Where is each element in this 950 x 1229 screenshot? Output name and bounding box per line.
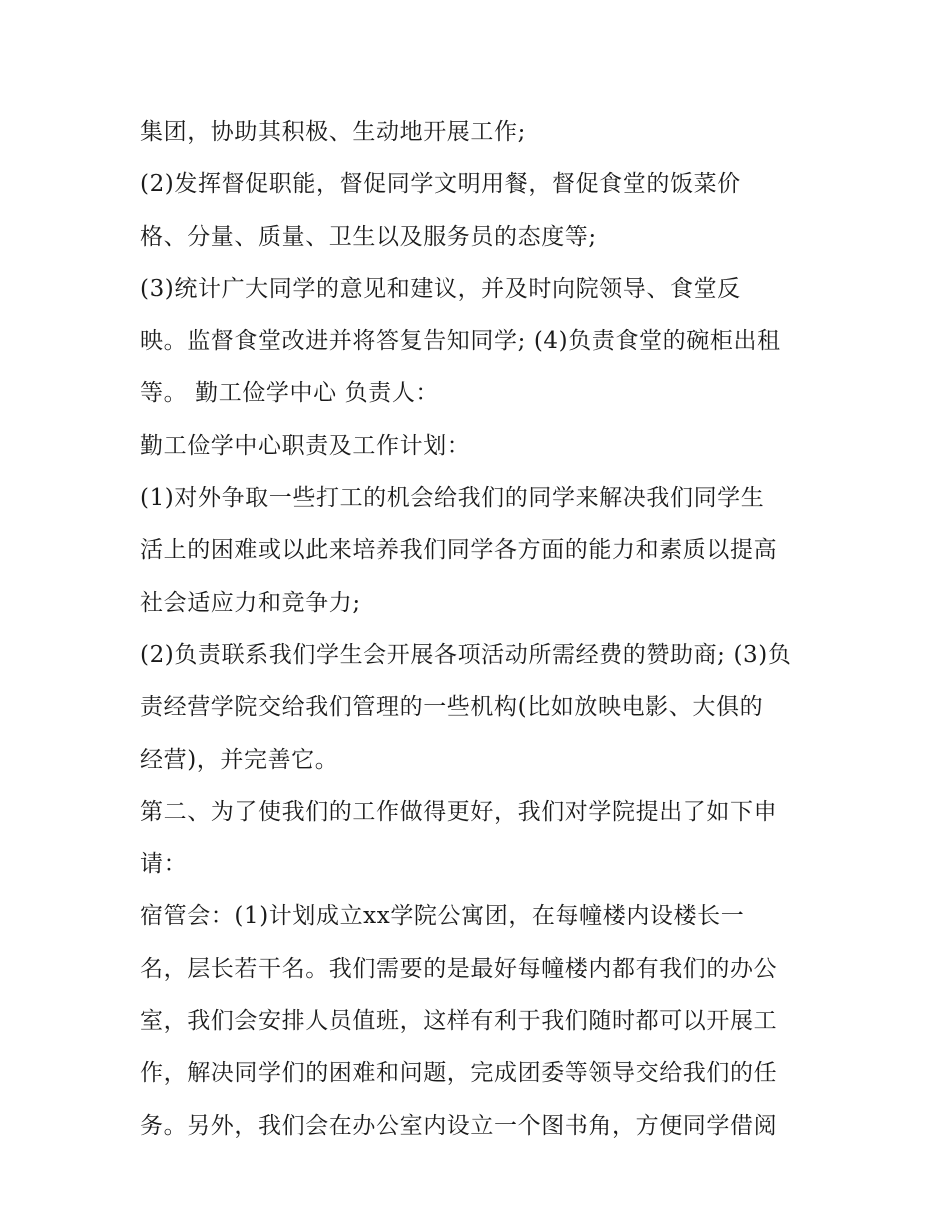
text-line: 等。 勤工俭学中心 负责人：: [140, 380, 440, 407]
text-line: (2)发挥督促职能，督促同学文明用餐，督促食堂的饭菜价: [140, 171, 741, 198]
text-line: 请：: [140, 851, 188, 878]
text-line: 宿管会：(1)计划成立xx学院公寓团，在每幢楼内设楼长一: [140, 903, 745, 930]
text-line: 第二、为了使我们的工作做得更好，我们对学院提出了如下申: [140, 798, 778, 825]
text-line: 映。监督食堂改进并将答复告知同学; (4)负责食堂的碗柜出租: [140, 328, 781, 355]
text-line: 社会适应力和竞争力;: [140, 589, 361, 616]
text-line: 名，层长若干名。我们需要的是最好每幢楼内都有我们的办公: [140, 955, 778, 982]
text-line: 集团，协助其积极、生动地开展工作;: [140, 119, 526, 145]
body-text: [140, 106, 820, 1152]
text-line: 务。另外，我们会在办公室内设立一个图书角，方便同学借阅: [140, 1112, 778, 1139]
text-line: 勤工俭学中心职责及工作计划：: [140, 432, 471, 459]
text-line: 责经营学院交给我们管理的一些机构(比如放映电影、大俱的: [140, 694, 764, 721]
text-line: 格、分量、质量、卫生以及服务员的态度等;: [140, 223, 597, 250]
text-line: 活上的困难或以此来培养我们同学各方面的能力和素质以提高: [140, 537, 778, 564]
text-line: 经营)，并完善它。: [140, 746, 339, 773]
text-line: (2)负责联系我们学生会开展各项活动所需经费的赞助商; (3)负: [140, 641, 792, 668]
text-line: 室，我们会安排人员值班，这样有利于我们随时都可以开展工: [140, 1008, 778, 1035]
text-line: (1)对外争取一些打工的机会给我们的同学来解决我们同学生: [140, 485, 765, 512]
text-line: (3)统计广大同学的意见和建议，并及时向院领导、食堂反: [140, 275, 741, 302]
text-line: 作，解决同学们的困难和问题，完成团委等领导交给我们的任: [140, 1060, 778, 1087]
